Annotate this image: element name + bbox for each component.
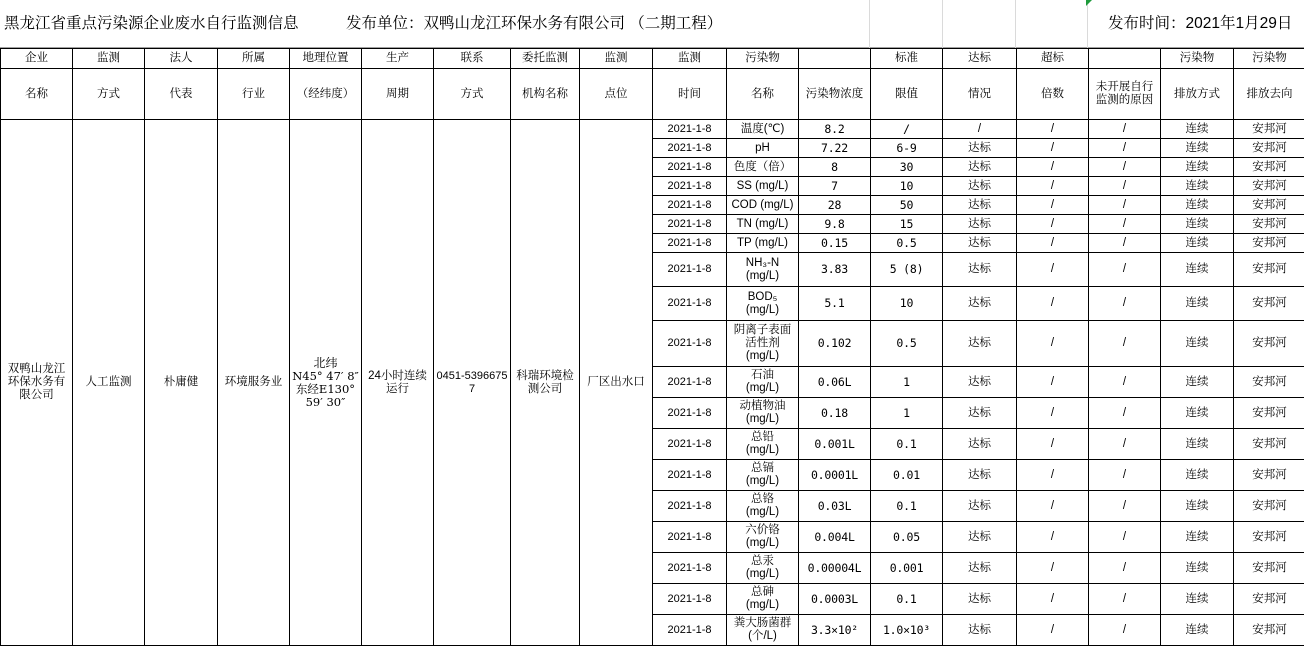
discharge-destination: 安邦河 xyxy=(1234,177,1304,196)
header-cell: 名称 xyxy=(727,69,799,120)
standard-limit: 50 xyxy=(871,196,943,215)
pollutant-name xyxy=(727,584,799,615)
discharge-mode: 连续 xyxy=(1161,460,1234,491)
monitor-date: 2021-1-8 xyxy=(653,553,727,584)
cell-marker-icon xyxy=(1086,0,1092,6)
exceed-ratio: / xyxy=(1017,234,1089,253)
discharge-destination: 安邦河 xyxy=(1234,398,1304,429)
header-cell: 污染物浓度 xyxy=(799,69,871,120)
discharge-destination: 安邦河 xyxy=(1234,215,1304,234)
pollutant-name xyxy=(727,522,799,553)
concentration: 0.03L xyxy=(799,491,871,522)
compliance-status: 达标 xyxy=(943,287,1017,321)
compliance-status: / xyxy=(943,120,1017,139)
monitor-date: 2021-1-8 xyxy=(653,139,727,158)
not-monitored-reason: / xyxy=(1089,139,1161,158)
pollutant-label: 总铅 xyxy=(751,431,774,443)
monitoring-table xyxy=(0,48,1304,646)
compliance-status: 达标 xyxy=(943,460,1017,491)
compliance-status: 达标 xyxy=(943,234,1017,253)
header-cell: 行业 xyxy=(218,69,290,120)
monitor-date: 2021-1-8 xyxy=(653,367,727,398)
geo-location xyxy=(290,120,362,646)
not-monitored-reason: / xyxy=(1089,253,1161,287)
standard-limit: 0.1 xyxy=(871,429,943,460)
discharge-mode: 连续 xyxy=(1161,287,1234,321)
pollutant-unit: (mg/L) xyxy=(745,350,780,362)
compliance-status: 达标 xyxy=(943,139,1017,158)
not-monitored-reason: / xyxy=(1089,158,1161,177)
pollutant-name xyxy=(727,398,799,429)
standard-limit: 0.05 xyxy=(871,522,943,553)
monitor-date: 2021-1-8 xyxy=(653,615,727,646)
standard-limit: 0.5 xyxy=(871,234,943,253)
header-cell: 污染物 xyxy=(1234,49,1304,69)
concentration: 9.8 xyxy=(799,215,871,234)
discharge-destination: 安邦河 xyxy=(1234,321,1304,367)
exceed-ratio: / xyxy=(1017,615,1089,646)
table-row xyxy=(1,120,1304,139)
pollutant-label: SS (mg/L) xyxy=(736,179,789,192)
compliance-status: 达标 xyxy=(943,615,1017,646)
discharge-mode: 连续 xyxy=(1161,215,1234,234)
discharge-destination: 安邦河 xyxy=(1234,429,1304,460)
not-monitored-reason: / xyxy=(1089,215,1161,234)
header-row-bottom xyxy=(1,69,1304,120)
standard-limit: 0.01 xyxy=(871,460,943,491)
not-monitored-reason: / xyxy=(1089,522,1161,553)
pollutant-label: 色度（倍） xyxy=(733,160,792,173)
pollutant-unit: (mg/L) xyxy=(745,303,780,316)
not-monitored-reason: / xyxy=(1089,287,1161,321)
header-cell: 污染物 xyxy=(1161,49,1234,69)
pollutant-name xyxy=(727,234,799,253)
pollutant-name xyxy=(727,429,799,460)
not-monitored-reason: / xyxy=(1089,196,1161,215)
exceed-ratio: / xyxy=(1017,177,1089,196)
discharge-mode: 连续 xyxy=(1161,139,1234,158)
concentration: 0.0003L xyxy=(799,584,871,615)
legal-rep: 朴庸健 xyxy=(145,120,218,646)
discharge-destination: 安邦河 xyxy=(1234,139,1304,158)
exceed-ratio: / xyxy=(1017,158,1089,177)
header-cell: （经纬度） xyxy=(290,69,362,120)
standard-limit: 6-9 xyxy=(871,139,943,158)
discharge-mode: 连续 xyxy=(1161,367,1234,398)
compliance-status: 达标 xyxy=(943,584,1017,615)
pollutant-label: pH xyxy=(755,141,770,154)
exceed-ratio: / xyxy=(1017,196,1089,215)
not-monitored-reason: / xyxy=(1089,584,1161,615)
monitor-date: 2021-1-8 xyxy=(653,158,727,177)
discharge-destination: 安邦河 xyxy=(1234,287,1304,321)
discharge-destination: 安邦河 xyxy=(1234,460,1304,491)
not-monitored-reason: / xyxy=(1089,234,1161,253)
compliance-status: 达标 xyxy=(943,253,1017,287)
monitor-date: 2021-1-8 xyxy=(653,429,727,460)
concentration: 7.22 xyxy=(799,139,871,158)
concentration: 0.001L xyxy=(799,429,871,460)
production-cycle: 24小时连续运行 xyxy=(362,120,434,646)
pollutant-name xyxy=(727,158,799,177)
agency: 科瑞环境检测公司 xyxy=(511,120,580,646)
discharge-mode: 连续 xyxy=(1161,196,1234,215)
header-cell: 达标 xyxy=(943,49,1017,69)
pollutant-unit: (mg/L) xyxy=(745,475,780,487)
exceed-ratio: / xyxy=(1017,398,1089,429)
monitor-date: 2021-1-8 xyxy=(653,215,727,234)
pollutant-unit: (mg/L) xyxy=(745,382,780,394)
standard-limit: 10 xyxy=(871,287,943,321)
standard-limit: 1 xyxy=(871,398,943,429)
pollutant-name xyxy=(727,215,799,234)
discharge-destination: 安邦河 xyxy=(1234,553,1304,584)
not-monitored-reason: / xyxy=(1089,177,1161,196)
exceed-ratio: / xyxy=(1017,553,1089,584)
pollutant-name xyxy=(727,460,799,491)
header-cell xyxy=(799,49,871,69)
header-cell: 倍数 xyxy=(1017,69,1089,120)
standard-limit: 5 (8) xyxy=(871,253,943,287)
compliance-status: 达标 xyxy=(943,177,1017,196)
concentration: 5.1 xyxy=(799,287,871,321)
compliance-status: 达标 xyxy=(943,158,1017,177)
pollutant-label: 总汞 xyxy=(751,555,774,567)
concentration: 0.18 xyxy=(799,398,871,429)
pollutant-label: TP (mg/L) xyxy=(737,236,788,249)
standard-limit: 0.1 xyxy=(871,491,943,522)
discharge-destination: 安邦河 xyxy=(1234,522,1304,553)
not-monitored-reason: / xyxy=(1089,367,1161,398)
geo-location-line1: 北纬 xyxy=(313,355,338,370)
standard-limit: 1 xyxy=(871,367,943,398)
exceed-ratio: / xyxy=(1017,522,1089,553)
pollutant-label: 总镉 xyxy=(751,462,774,474)
standard-limit: 0.001 xyxy=(871,553,943,584)
pollutant-label: COD (mg/L) xyxy=(731,198,794,211)
concentration: 0.15 xyxy=(799,234,871,253)
pollutant-label: BOD₅ xyxy=(747,290,778,303)
header-cell: 监测 xyxy=(73,49,145,69)
header-cell: 监测 xyxy=(653,49,727,69)
standard-limit: 30 xyxy=(871,158,943,177)
pollutant-label: 石油 xyxy=(751,369,774,381)
discharge-destination: 安邦河 xyxy=(1234,120,1304,139)
compliance-status: 达标 xyxy=(943,321,1017,367)
compliance-status: 达标 xyxy=(943,553,1017,584)
discharge-mode: 连续 xyxy=(1161,491,1234,522)
exceed-ratio: / xyxy=(1017,367,1089,398)
not-monitored-reason: / xyxy=(1089,321,1161,367)
header-cell: 企业 xyxy=(1,49,73,69)
header-cell: 标准 xyxy=(871,49,943,69)
discharge-mode: 连续 xyxy=(1161,522,1234,553)
monitor-date: 2021-1-8 xyxy=(653,196,727,215)
discharge-mode: 连续 xyxy=(1161,553,1234,584)
header-cell: 未开展自行监测的原因 xyxy=(1089,69,1161,120)
pollutant-name xyxy=(727,253,799,287)
discharge-mode: 连续 xyxy=(1161,234,1234,253)
discharge-destination: 安邦河 xyxy=(1234,584,1304,615)
discharge-destination: 安邦河 xyxy=(1234,234,1304,253)
pollutant-unit: (mg/L) xyxy=(745,599,780,611)
header-cell: 时间 xyxy=(653,69,727,120)
header-cell: 法人 xyxy=(145,49,218,69)
monitor-date: 2021-1-8 xyxy=(653,460,727,491)
monitor-point: 厂区出水口 xyxy=(580,120,653,646)
enterprise-name: 双鸭山龙江环保水务有限公司 xyxy=(1,120,73,646)
pollutant-unit: (mg/L) xyxy=(745,413,780,425)
concentration: 0.00004L xyxy=(799,553,871,584)
compliance-status: 达标 xyxy=(943,215,1017,234)
header-cell: 所属 xyxy=(218,49,290,69)
not-monitored-reason: / xyxy=(1089,398,1161,429)
compliance-status: 达标 xyxy=(943,491,1017,522)
discharge-mode: 连续 xyxy=(1161,158,1234,177)
geo-location-line2: N45° 47′ 8″ 东经E130° 59′ 30″ xyxy=(292,368,359,409)
contact: 0451-53966757 xyxy=(434,120,511,646)
header-cell: 排放去向 xyxy=(1234,69,1304,120)
monitor-date: 2021-1-8 xyxy=(653,321,727,367)
concentration: 7 xyxy=(799,177,871,196)
pollutant-unit: (mg/L) xyxy=(745,269,780,282)
publisher: 发布单位：双鸭山龙江环保水务有限公司 （二期工程） xyxy=(346,15,723,32)
concentration: 0.102 xyxy=(799,321,871,367)
header-cell: 监测 xyxy=(580,49,653,69)
discharge-mode: 连续 xyxy=(1161,120,1234,139)
discharge-mode: 连续 xyxy=(1161,398,1234,429)
discharge-destination: 安邦河 xyxy=(1234,158,1304,177)
sheet-title: 黑龙江省重点污染源企业废水自行监测信息 xyxy=(4,15,299,32)
title-row xyxy=(0,0,1304,48)
concentration: 28 xyxy=(799,196,871,215)
pollutant-label: 总砷 xyxy=(751,586,774,598)
discharge-destination: 安邦河 xyxy=(1234,253,1304,287)
concentration: 8 xyxy=(799,158,871,177)
header-cell: 周期 xyxy=(362,69,434,120)
standard-limit: / xyxy=(871,120,943,139)
header-cell: 代表 xyxy=(145,69,218,120)
pollutant-label: NH₃-N xyxy=(745,256,780,269)
header-cell: 点位 xyxy=(580,69,653,120)
pollutant-unit: (个/L) xyxy=(748,630,777,642)
monitor-date: 2021-1-8 xyxy=(653,177,727,196)
pollutant-unit: (mg/L) xyxy=(745,568,780,580)
publish-time: 发布时间：2021年1月29日 xyxy=(1108,15,1293,32)
exceed-ratio: / xyxy=(1017,120,1089,139)
exceed-ratio: / xyxy=(1017,287,1089,321)
compliance-status: 达标 xyxy=(943,429,1017,460)
not-monitored-reason: / xyxy=(1089,615,1161,646)
header-cell: 超标 xyxy=(1017,49,1089,69)
exceed-ratio: / xyxy=(1017,321,1089,367)
header-cell: 污染物 xyxy=(727,49,799,69)
header-cell: 委托监测 xyxy=(511,49,580,69)
exceed-ratio: / xyxy=(1017,253,1089,287)
header-cell: 生产 xyxy=(362,49,434,69)
standard-limit: 0.1 xyxy=(871,584,943,615)
discharge-mode: 连续 xyxy=(1161,429,1234,460)
monitor-date: 2021-1-8 xyxy=(653,522,727,553)
discharge-mode: 连续 xyxy=(1161,253,1234,287)
compliance-status: 达标 xyxy=(943,398,1017,429)
monitor-date: 2021-1-8 xyxy=(653,234,727,253)
pollutant-label: 粪大肠菌群 xyxy=(733,617,792,629)
pollutant-name xyxy=(727,139,799,158)
discharge-mode: 连续 xyxy=(1161,177,1234,196)
monitor-date: 2021-1-8 xyxy=(653,287,727,321)
pollutant-unit: (mg/L) xyxy=(745,444,780,456)
pollutant-label: 动植物油 xyxy=(739,400,786,412)
pollutant-unit: (mg/L) xyxy=(745,537,780,549)
header-cell: 地理位置 xyxy=(290,49,362,69)
header-cell: 方式 xyxy=(434,69,511,120)
monitor-date: 2021-1-8 xyxy=(653,398,727,429)
exceed-ratio: / xyxy=(1017,491,1089,522)
pollutant-name xyxy=(727,553,799,584)
not-monitored-reason: / xyxy=(1089,460,1161,491)
pollutant-name xyxy=(727,615,799,646)
pollutant-label: 阴离子表面活性剂 xyxy=(733,324,792,349)
discharge-mode: 连续 xyxy=(1161,321,1234,367)
not-monitored-reason: / xyxy=(1089,491,1161,522)
pollutant-name xyxy=(727,491,799,522)
compliance-status: 达标 xyxy=(943,196,1017,215)
header-cell: 情况 xyxy=(943,69,1017,120)
concentration: 0.06L xyxy=(799,367,871,398)
exceed-ratio: / xyxy=(1017,460,1089,491)
header-cell: 联系 xyxy=(434,49,511,69)
monitor-date: 2021-1-8 xyxy=(653,120,727,139)
pollutant-label: 六价铬 xyxy=(745,524,780,536)
pollutant-name xyxy=(727,196,799,215)
standard-limit: 1.0×10³ xyxy=(871,615,943,646)
exceed-ratio: / xyxy=(1017,139,1089,158)
concentration: 0.004L xyxy=(799,522,871,553)
exceed-ratio: / xyxy=(1017,429,1089,460)
compliance-status: 达标 xyxy=(943,522,1017,553)
pollutant-name xyxy=(727,120,799,139)
monitor-date: 2021-1-8 xyxy=(653,584,727,615)
header-cell: 排放方式 xyxy=(1161,69,1234,120)
discharge-destination: 安邦河 xyxy=(1234,196,1304,215)
not-monitored-reason: / xyxy=(1089,429,1161,460)
header-cell: 限值 xyxy=(871,69,943,120)
standard-limit: 15 xyxy=(871,215,943,234)
exceed-ratio: / xyxy=(1017,215,1089,234)
not-monitored-reason: / xyxy=(1089,553,1161,584)
discharge-mode: 连续 xyxy=(1161,615,1234,646)
discharge-destination: 安邦河 xyxy=(1234,615,1304,646)
compliance-status: 达标 xyxy=(943,367,1017,398)
concentration: 3.83 xyxy=(799,253,871,287)
not-monitored-reason: / xyxy=(1089,120,1161,139)
standard-limit: 10 xyxy=(871,177,943,196)
discharge-destination: 安邦河 xyxy=(1234,367,1304,398)
pollutant-label: 温度(℃) xyxy=(740,122,785,135)
pollutant-unit: (mg/L) xyxy=(745,506,780,518)
monitor-date: 2021-1-8 xyxy=(653,253,727,287)
concentration: 8.2 xyxy=(799,120,871,139)
header-cell: 方式 xyxy=(73,69,145,120)
discharge-destination: 安邦河 xyxy=(1234,491,1304,522)
header-row-top xyxy=(1,49,1304,69)
pollutant-label: 总铬 xyxy=(751,493,774,505)
industry: 环境服务业 xyxy=(218,120,290,646)
discharge-mode: 连续 xyxy=(1161,584,1234,615)
pollutant-name xyxy=(727,287,799,321)
concentration: 3.3×10² xyxy=(799,615,871,646)
header-cell: 名称 xyxy=(1,69,73,120)
monitor-date: 2021-1-8 xyxy=(653,491,727,522)
exceed-ratio: / xyxy=(1017,584,1089,615)
header-cell: 机构名称 xyxy=(511,69,580,120)
concentration: 0.0001L xyxy=(799,460,871,491)
monitor-method: 人工监测 xyxy=(73,120,145,646)
pollutant-label: TN (mg/L) xyxy=(736,217,789,230)
header-cell xyxy=(1089,49,1161,69)
pollutant-name xyxy=(727,321,799,367)
standard-limit: 0.5 xyxy=(871,321,943,367)
pollutant-name xyxy=(727,177,799,196)
pollutant-name xyxy=(727,367,799,398)
